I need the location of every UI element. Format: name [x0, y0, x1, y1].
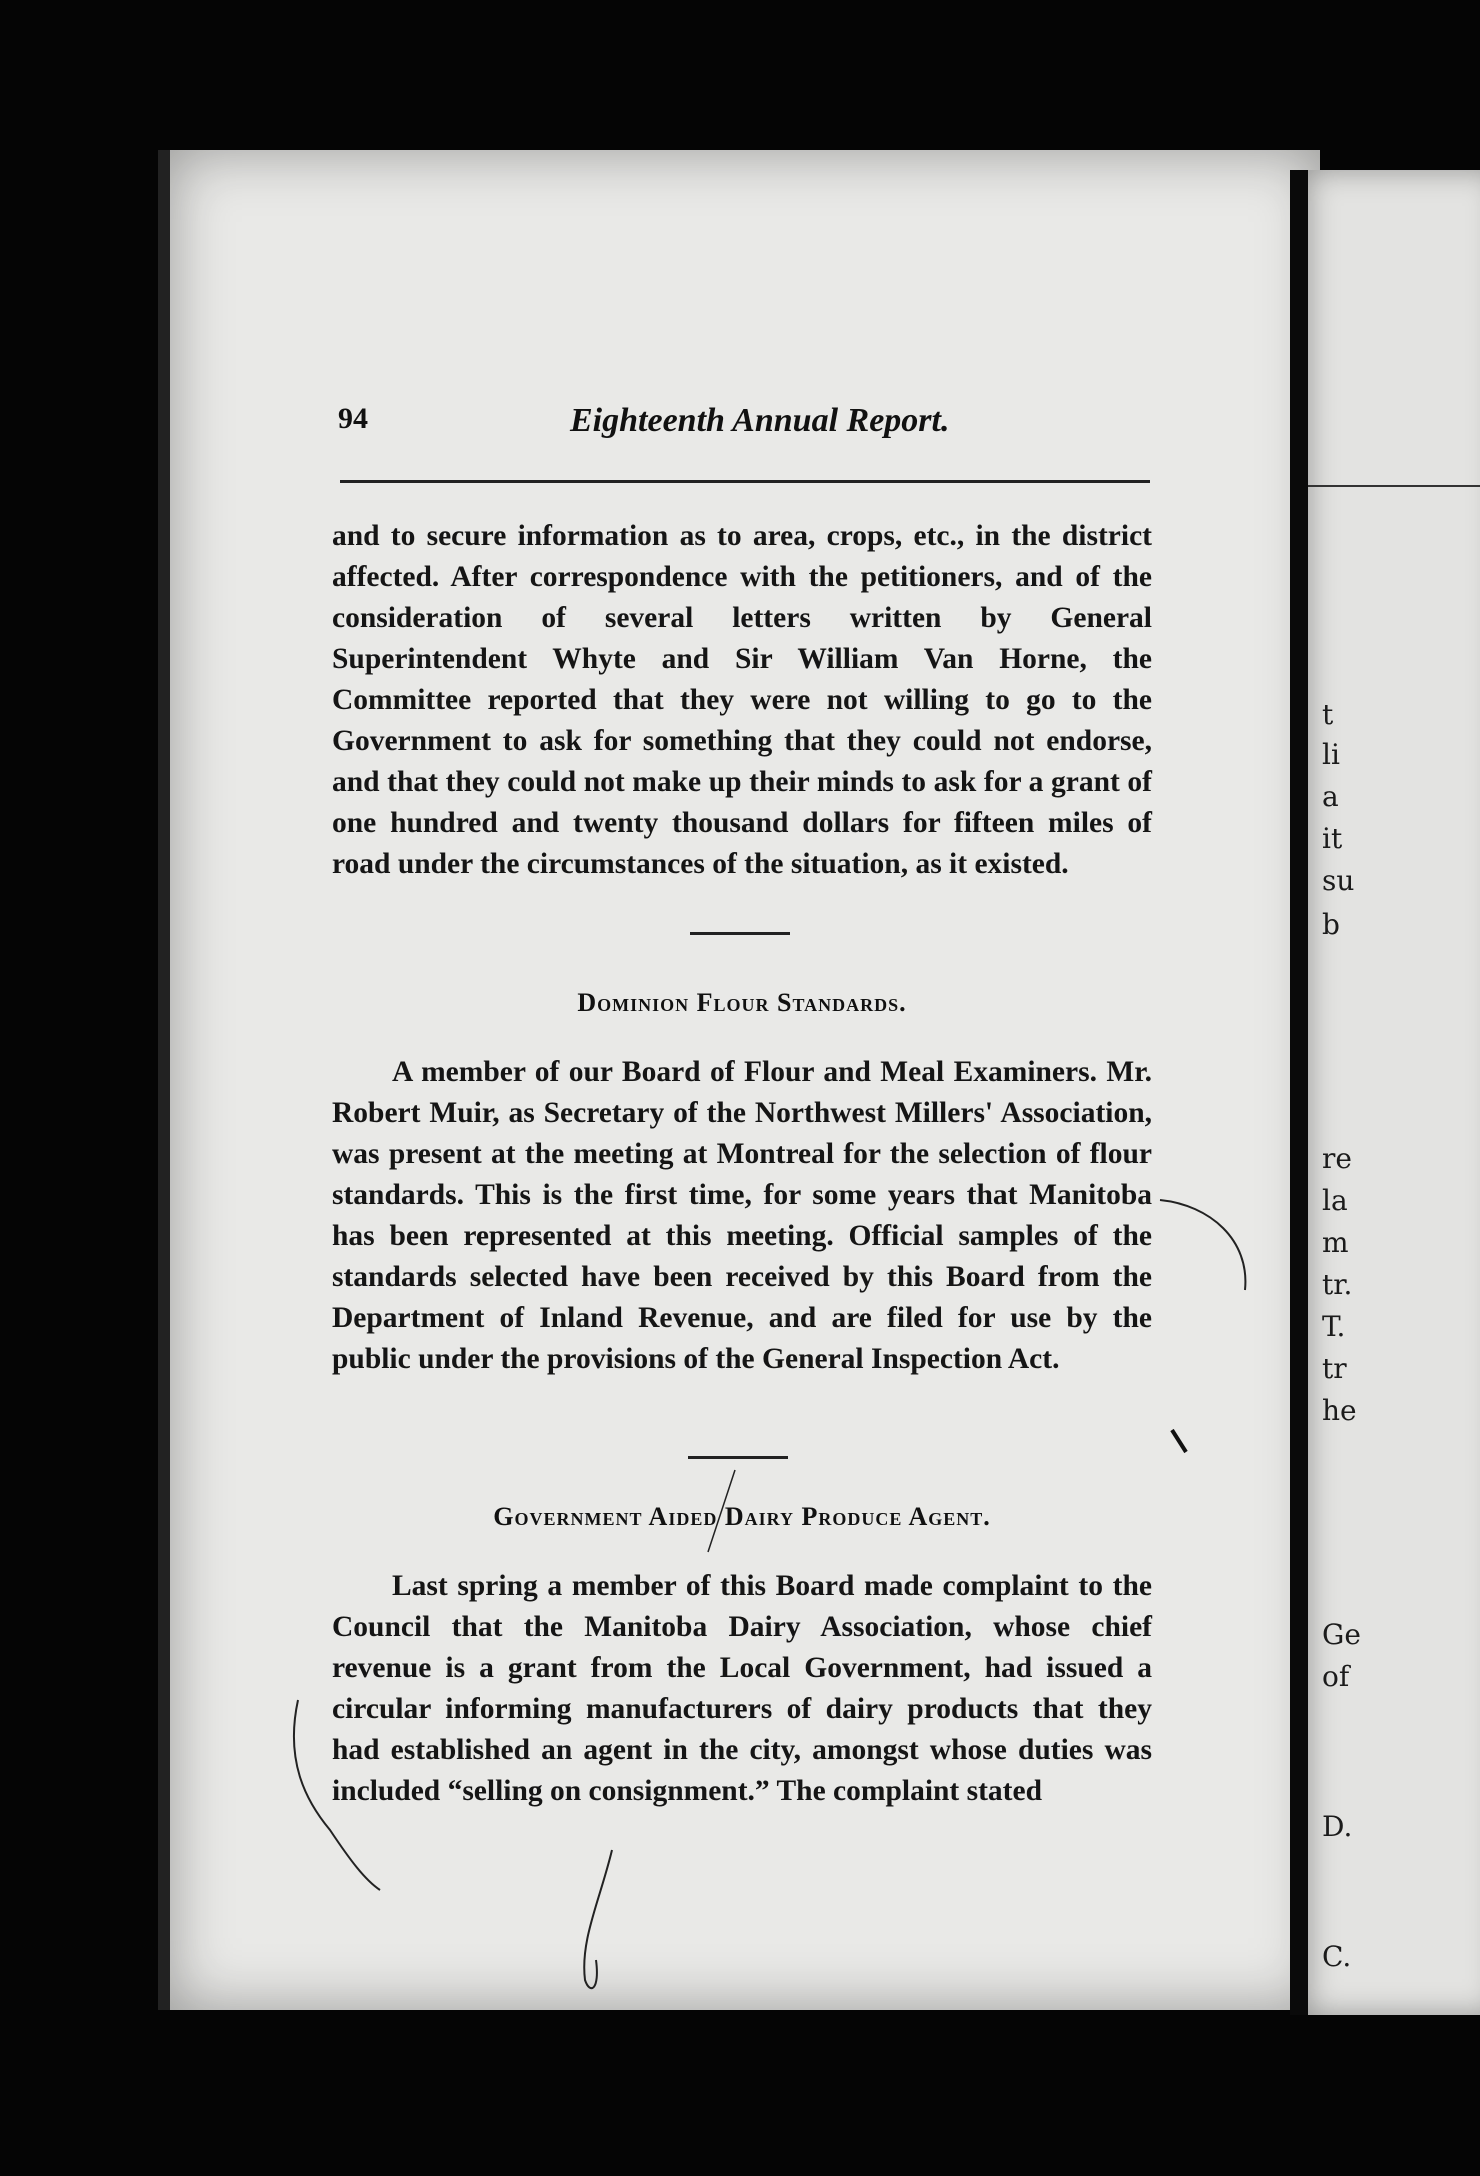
pencil-mark [294, 1700, 380, 1890]
pencil-mark [584, 1850, 612, 1988]
facing-page-fragment: tr [1322, 1352, 1347, 1385]
facing-page-fragment: t [1322, 698, 1334, 731]
facing-page-fragment: of [1322, 1660, 1350, 1693]
facing-page-fragment: m [1322, 1226, 1349, 1259]
facing-page-fragment: D. [1322, 1810, 1353, 1843]
facing-page-fragment: a [1322, 780, 1339, 813]
pencil-mark [1172, 1430, 1186, 1452]
facing-page-fragment: tr. [1322, 1268, 1353, 1301]
paragraph: and to secure information as to area, crops, etc., in the district affected. After correspondence with the petitioners, and of the consideration of several letters written by General Superintendent Whyte and Sir William Van Horne, the Committee reported that they were not willing to go to the Government to ask for something that they could not endorse, and that they could not make up their minds to ask for a grant of one hundred and twenty thousand dollars for fifteen miles of road under the circumstances of the situation, as it existed. [332, 520, 1152, 880]
paragraph: A member of our Board of Flour and Meal Examiners. Mr. Robert Muir, as Secretary of the Northwest Millers' Association, was present at the meeting at Montreal for the selection of flour standards. This is the first time, for some years that Manitoba has been represented at this meeting. Official samples of the standards selected have been received by this Board from the Department of Inland Revenue, and are filed for use by the public under the provisions of the General Inspection Act. [332, 1056, 1152, 1375]
facing-page-fragment: su [1322, 864, 1355, 897]
facing-page-fragment: he [1322, 1394, 1357, 1427]
facing-page-fragment: re [1322, 1142, 1352, 1175]
paragraph: Last spring a member of this Board made complaint to the Council that the Manitoba Dairy Association, whose chief revenue is a grant from the Local Government, had issued a circular informing manufacturers of dairy products that they had established an agent in the city, amongst whose duties was included “selling on consignment.” The complaint stated [332, 1570, 1152, 1807]
section-heading: Dominion Flour Standards. [577, 988, 907, 1017]
running-title: Eighteenth Annual Report. [570, 402, 950, 439]
facing-page-fragment: la [1322, 1184, 1348, 1217]
section-heading: Government Aided Dairy Produce Agent. [493, 1502, 991, 1531]
facing-page-fragment: Ge [1322, 1618, 1361, 1651]
pencil-mark [708, 1470, 735, 1552]
pencil-mark [1160, 1200, 1245, 1290]
page-number: 94 [338, 402, 368, 435]
facing-page-fragment: it [1322, 822, 1343, 855]
facing-page-fragment: C. [1322, 1940, 1352, 1973]
facing-page-fragment: b [1322, 908, 1340, 941]
facing-page-fragment: li [1322, 738, 1340, 771]
facing-page-fragment: T. [1322, 1310, 1346, 1343]
